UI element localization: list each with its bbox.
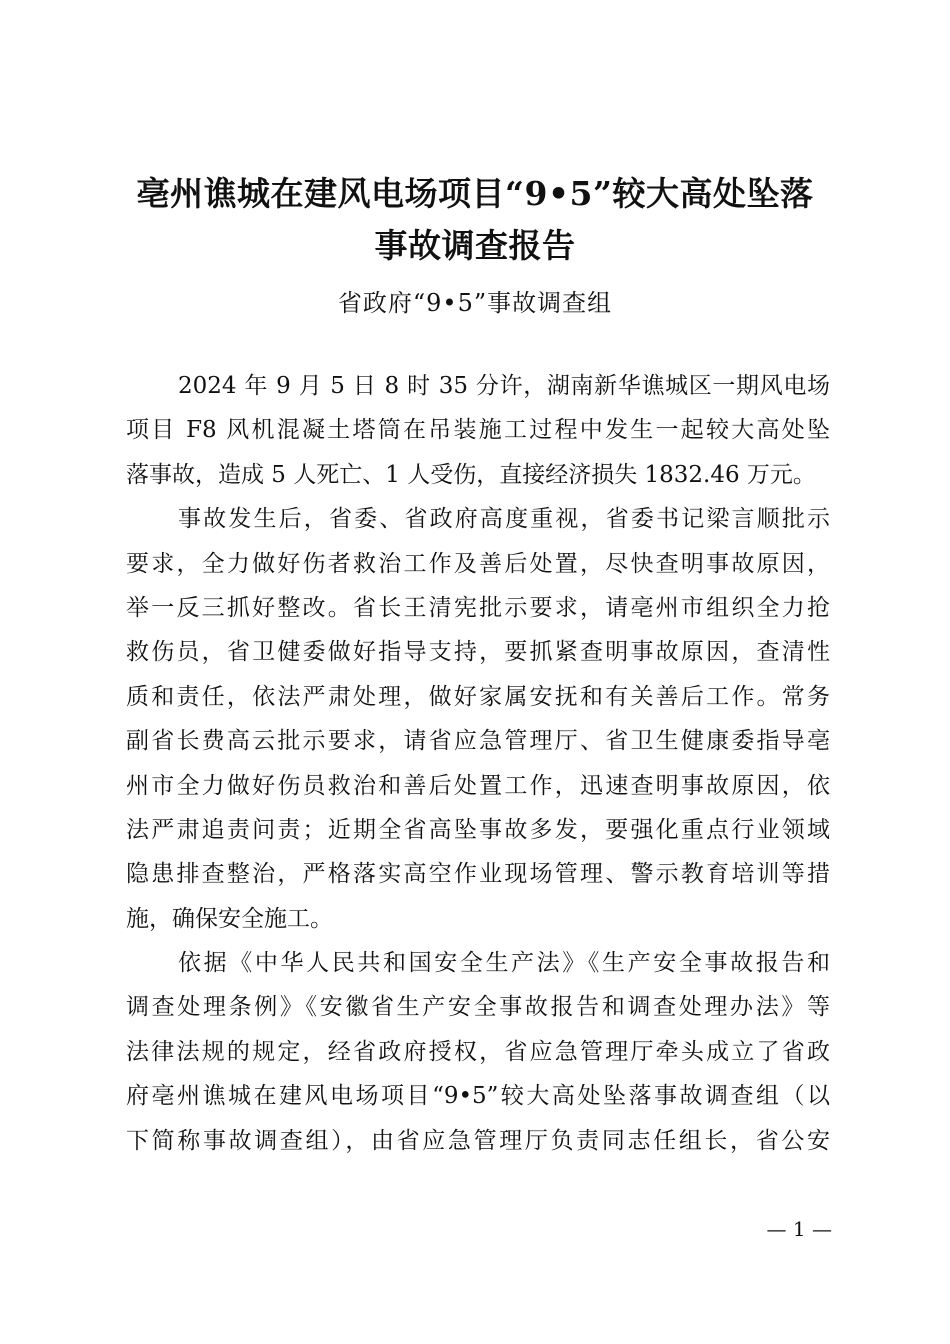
paragraph-2 — [126, 497, 830, 941]
title-line-1: 亳州谯城在建风电场项目“9•5”较大高处坠落 — [136, 174, 814, 213]
document-title — [100, 168, 850, 272]
text-line: 要求，全力做好伤者救治工作及善后处置，尽快查明事故原因， — [126, 550, 830, 577]
text-line: 2024 年 9 月 5 日 8 时 35 分许，湖南新华谯城区一期风电场 — [178, 373, 830, 399]
text-line: 隐患排查整治，严格落实高空作业现场管理、警示教育培训等措 — [126, 861, 830, 888]
text-line: 项目 F8 风机混凝土塔筒在吊装施工过程中发生一起较大高处坠 — [126, 417, 830, 444]
text-line: 下简称事故调查组），由省应急管理厅负责同志任组长，省公安 — [126, 1127, 830, 1154]
text-line: 施，确保安全施工。 — [126, 905, 333, 932]
title-line-2: 事故调查报告 — [374, 226, 576, 265]
text-line: 依据《中华人民共和国安全生产法》《生产安全事故报告和 — [178, 950, 830, 977]
text-line: 举一反三抓好整改。省长王清宪批示要求，请亳州市组织全力抢 — [126, 594, 830, 621]
text-line: 调查处理条例》《安徽省生产安全事故报告和调查处理办法》等 — [126, 994, 830, 1021]
paragraph-1 — [126, 364, 830, 497]
text-line: 救伤员，省卫健委做好指导支持，要抓紧查明事故原因，查清性 — [126, 639, 830, 666]
text-line: 落事故，造成 5 人死亡、1 人受伤，直接经济损失 1832.46 万元。 — [126, 461, 816, 488]
text-line: 副省长费高云批示要求，请省应急管理厅、省卫生健康委指导亳 — [126, 728, 830, 755]
text-line: 法严肃追责问责；近期全省高坠事故多发，要强化重点行业领域 — [126, 816, 830, 843]
text-line: 事故发生后，省委、省政府高度重视，省委书记梁言顺批示 — [178, 506, 830, 533]
text-line: 州市全力做好伤员救治和善后处置工作，迅速查明事故原因，依 — [126, 772, 830, 799]
text-line: 法律法规的规定，经省政府授权，省应急管理厅牵头成立了省政 — [126, 1038, 830, 1065]
paragraph-3 — [126, 941, 830, 1163]
text-line: 质和责任，依法严肃处理，做好家属安抚和有关善后工作。常务 — [126, 683, 830, 710]
document-author: 省政府“9•5”事故调查组 — [337, 289, 613, 317]
text-line: 府亳州谯城在建风电场项目“9•5”较大高处坠落事故调查组（以 — [126, 1083, 830, 1110]
document-body — [126, 364, 830, 1163]
page-number: — 1 — — [766, 1217, 832, 1241]
